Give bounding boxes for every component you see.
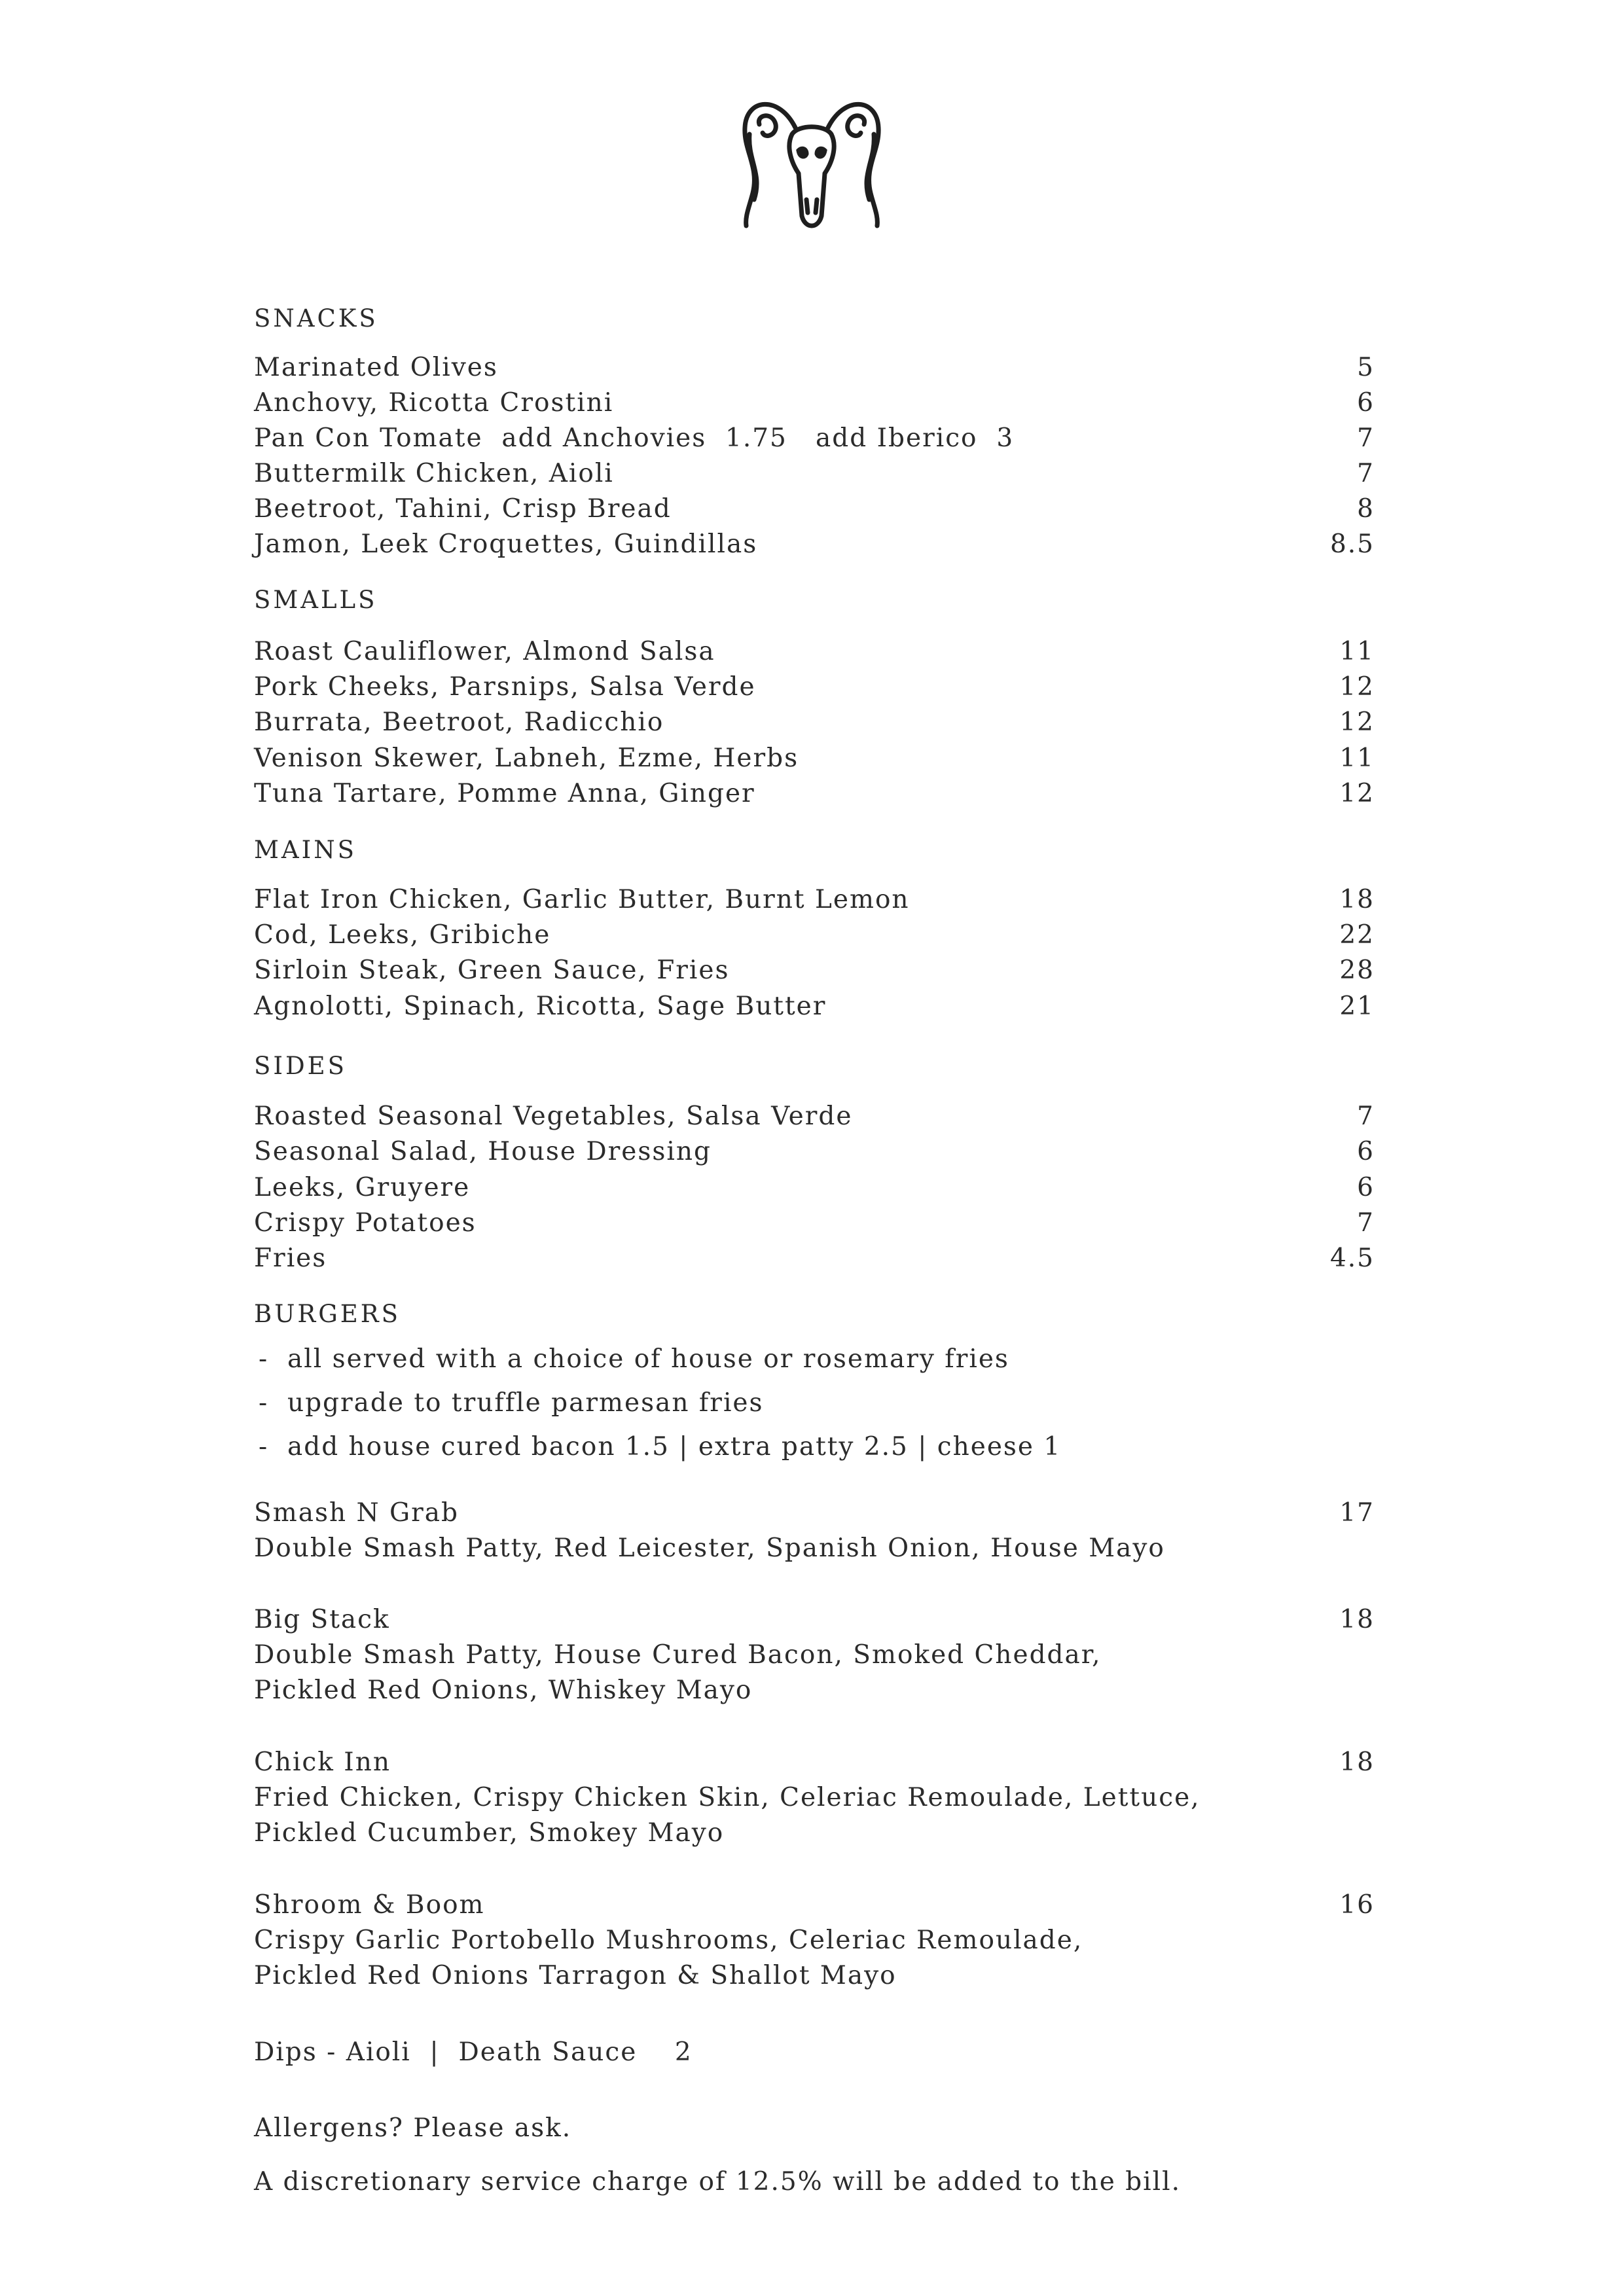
menu-item-name: Cod, Leeks, Gribiche bbox=[254, 920, 551, 950]
menu-item-name: Jamon, Leek Croquettes, Guindillas bbox=[254, 529, 758, 559]
burger-description: Pickled Cucumber, Smokey Mayo bbox=[254, 1818, 725, 1848]
menu-item-name: Fries bbox=[254, 1244, 327, 1273]
menu-item-price: 18 bbox=[1339, 885, 1375, 914]
burger-name: Chick Inn bbox=[254, 1748, 391, 1777]
burger-note: - upgrade to truffle parmesan fries bbox=[259, 1388, 764, 1418]
menu-item-price: 7 bbox=[1357, 423, 1375, 453]
menu-item-name: Sirloin Steak, Green Sauce, Fries bbox=[254, 956, 730, 985]
menu-item-price: 5 bbox=[1357, 353, 1375, 382]
menu-item-name: Flat Iron Chicken, Garlic Butter, Burnt Lemon bbox=[254, 885, 910, 914]
burger-price: 18 bbox=[1339, 1748, 1375, 1777]
menu-item-name: Leeks, Gruyere bbox=[254, 1173, 471, 1202]
menu-item-name: Pork Cheeks, Parsnips, Salsa Verde bbox=[254, 672, 756, 702]
dips-line: Dips - Aioli | Death Sauce 2 bbox=[254, 2037, 693, 2067]
section-title-snacks: SNACKS bbox=[254, 304, 378, 332]
menu-item-name: Buttermilk Chicken, Aioli bbox=[254, 459, 614, 488]
allergens-note: Allergens? Please ask. bbox=[254, 2113, 572, 2143]
menu-item-name: Marinated Olives bbox=[254, 353, 498, 382]
menu-item-name: Crispy Potatoes bbox=[254, 1208, 477, 1238]
burger-name: Shroom & Boom bbox=[254, 1890, 485, 1920]
menu-item-name: Pan Con Tomate add Anchovies 1.75 add Iberico 3 bbox=[254, 423, 1015, 453]
menu-item-price: 12 bbox=[1339, 672, 1375, 702]
menu-item-price: 8 bbox=[1357, 494, 1375, 524]
menu-item-name: Tuna Tartare, Pomme Anna, Ginger bbox=[254, 779, 755, 808]
menu-item-price: 4.5 bbox=[1329, 1244, 1375, 1273]
menu-item-name: Roasted Seasonal Vegetables, Salsa Verde bbox=[254, 1102, 853, 1131]
menu-item-name: Roast Cauliflower, Almond Salsa bbox=[254, 637, 715, 666]
menu-item-name: Anchovy, Ricotta Crostini bbox=[254, 388, 614, 418]
section-title-mains: MAINS bbox=[254, 836, 357, 864]
menu-item-price: 12 bbox=[1339, 708, 1375, 737]
menu-item-name: Venison Skewer, Labneh, Ezme, Herbs bbox=[254, 744, 799, 773]
menu-item-price: 11 bbox=[1339, 637, 1375, 666]
menu-item-price: 12 bbox=[1339, 779, 1375, 808]
service-charge-note: A discretionary service charge of 12.5% will be added to the bill. bbox=[254, 2167, 1181, 2197]
menu-item-price: 6 bbox=[1357, 1173, 1375, 1202]
menu-item-price: 7 bbox=[1357, 1102, 1375, 1131]
burger-note: - add house cured bacon 1.5 | extra patty 2.5 | cheese 1 bbox=[259, 1432, 1062, 1462]
burger-name: Smash N Grab bbox=[254, 1498, 460, 1528]
menu-item-price: 6 bbox=[1357, 1137, 1375, 1166]
burger-price: 16 bbox=[1339, 1890, 1375, 1920]
burger-description: Fried Chicken, Crispy Chicken Skin, Celeriac Remoulade, Lettuce, bbox=[254, 1783, 1200, 1812]
burger-name: Big Stack bbox=[254, 1605, 390, 1634]
menu-item-price: 7 bbox=[1357, 459, 1375, 488]
menu-item-price: 7 bbox=[1357, 1208, 1375, 1238]
menu-item-name: Burrata, Beetroot, Radicchio bbox=[254, 708, 664, 737]
menu-item-price: 28 bbox=[1339, 956, 1375, 985]
menu-item-name: Beetroot, Tahini, Crisp Bread bbox=[254, 494, 672, 524]
menu-item-name: Agnolotti, Spinach, Ricotta, Sage Butter bbox=[254, 992, 827, 1021]
menu-item-price: 8.5 bbox=[1329, 529, 1375, 559]
menu-item-price: 21 bbox=[1339, 992, 1375, 1021]
burger-description: Pickled Red Onions, Whiskey Mayo bbox=[254, 1676, 753, 1705]
menu-item-price: 22 bbox=[1339, 920, 1375, 950]
menu-item-price: 11 bbox=[1339, 744, 1375, 773]
burger-price: 17 bbox=[1339, 1498, 1375, 1528]
ram-skull-icon bbox=[733, 88, 890, 236]
burger-price: 18 bbox=[1339, 1605, 1375, 1634]
menu-item-name: Seasonal Salad, House Dressing bbox=[254, 1137, 712, 1166]
burger-description: Pickled Red Onions Tarragon & Shallot Mayo bbox=[254, 1961, 897, 1990]
section-title-smalls: SMALLS bbox=[254, 586, 378, 614]
burger-description: Double Smash Patty, Red Leicester, Spanish Onion, House Mayo bbox=[254, 1534, 1165, 1563]
burger-description: Crispy Garlic Portobello Mushrooms, Celeriac Remoulade, bbox=[254, 1926, 1083, 1955]
burger-description: Double Smash Patty, House Cured Bacon, Smoked Cheddar, bbox=[254, 1640, 1102, 1670]
burger-note: - all served with a choice of house or rosemary fries bbox=[259, 1344, 1009, 1374]
section-title-sides: SIDES bbox=[254, 1052, 347, 1080]
section-title-burgers: BURGERS bbox=[254, 1300, 401, 1328]
menu-item-price: 6 bbox=[1357, 388, 1375, 418]
